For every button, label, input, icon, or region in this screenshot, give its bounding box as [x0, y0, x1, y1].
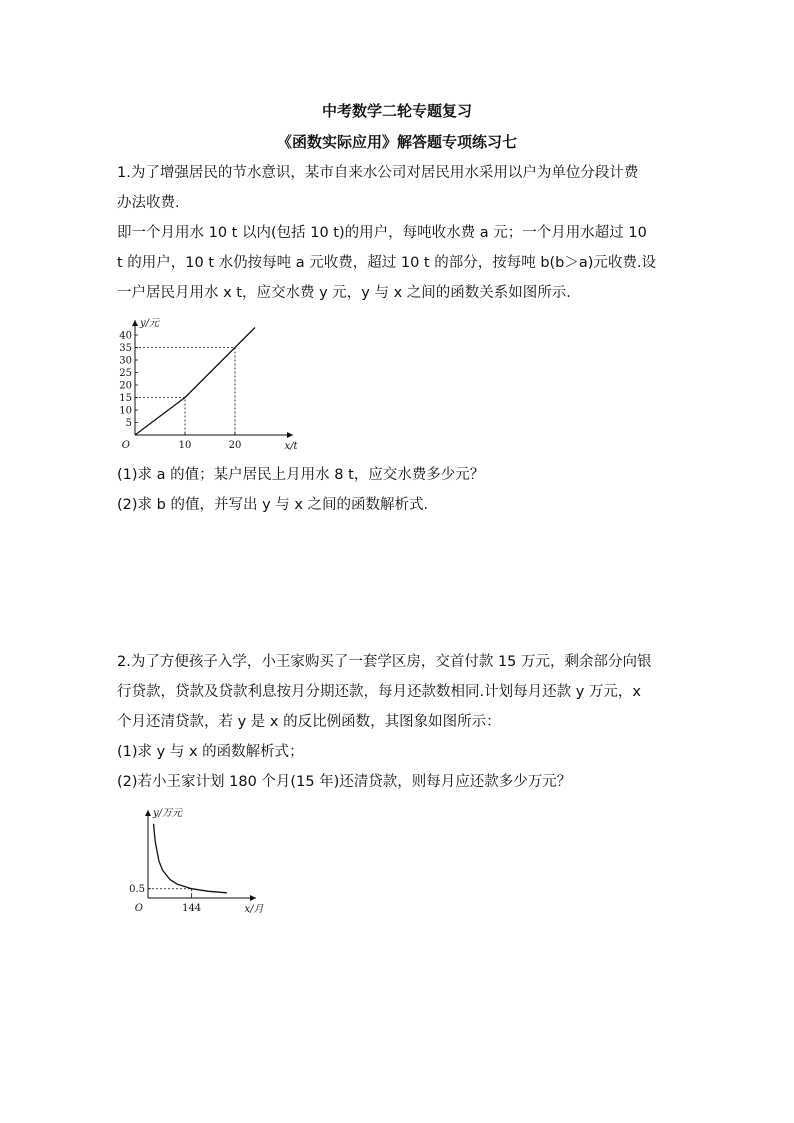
question-1-parts [117, 460, 700, 520]
x-axis-arrow [250, 895, 256, 901]
q2-line: (2)若小王家计划 180 个月(15 年)还清贷款，则每月应还款多少万元？ [117, 774, 572, 790]
x-axis-arrow [287, 432, 293, 438]
guide-line [135, 348, 235, 436]
y-axis-arrow [132, 320, 138, 326]
q1-line: 1.为了增强居民的节水意识，某市自来水公司对居民用水采用以户为单位分段计费 [117, 165, 639, 181]
y-tick-label: 10 [119, 405, 132, 417]
x-tick-label: 144 [182, 903, 202, 914]
y-tick-label: 25 [119, 368, 132, 379]
x-tick-label: 20 [228, 440, 242, 451]
q2-line: 行贷款，贷款及贷款利息按月分期还款，每月还款数相同.计划每月还款 y 万元，x [117, 684, 641, 700]
y-tick-label: 0.5 [129, 884, 145, 896]
chart-1-water-fee [115, 317, 298, 455]
guide-line [148, 889, 192, 898]
origin-label: O [134, 903, 143, 914]
origin-label: O [121, 440, 130, 451]
chart-2-loan-repayment [120, 808, 264, 920]
question-1 [117, 158, 700, 308]
series-line [154, 824, 227, 893]
question-2 [117, 647, 700, 797]
y-tick-label: 35 [119, 343, 132, 354]
q1-line: t 的用户，10 t 水仍按每吨 a 元收费，超过 10 t 的部分，按每吨 b(b＞a)元收费.设 [117, 255, 657, 271]
q1-part-1: (1)求 a 的值；某户居民上月用水 8 t，应交水费多少元？ [117, 467, 485, 483]
x-tick-label: 10 [178, 440, 192, 451]
y-axis-arrow [145, 810, 151, 816]
q2-line: 2.为了方便孩子入学，小王家购买了一套学区房，交首付款 15 万元，剩余部分向银 [117, 654, 652, 670]
y-tick-label: 20 [119, 380, 132, 392]
q1-line: 一户居民月用水 x t，应交水费 y 元，y 与 x 之间的函数关系如图所示. [117, 285, 571, 301]
q1-part-2: (2)求 b 的值，并写出 y 与 x 之间的函数解析式. [117, 497, 429, 513]
y-tick-label: 5 [125, 418, 132, 429]
page-title: 中考数学二轮专题复习 [321, 102, 472, 120]
x-axis-label: x/t [284, 441, 298, 452]
y-tick-label: 15 [119, 393, 132, 404]
q2-line: (1)求 y 与 x 的函数解析式； [117, 744, 304, 760]
y-tick-label: 40 [119, 330, 132, 342]
q1-line: 办法收费. [117, 195, 180, 211]
q2-line: 个月还清贷款，若 y 是 x 的反比例函数，其图象如图所示： [117, 714, 501, 730]
y-tick-label: 30 [119, 355, 132, 367]
q1-line: 即一个月用水 10 t 以内(包括 10 t)的用户，每吨收水费 a 元；一个月用水超过 10 [117, 225, 647, 241]
x-axis-label: x/月 [244, 904, 264, 915]
series-line [135, 328, 255, 436]
page-subtitle: 《函数实际应用》解答题专项练习七 [276, 133, 517, 151]
y-axis-label: y/万元 [153, 808, 183, 819]
y-axis-label: y/元 [140, 318, 160, 329]
